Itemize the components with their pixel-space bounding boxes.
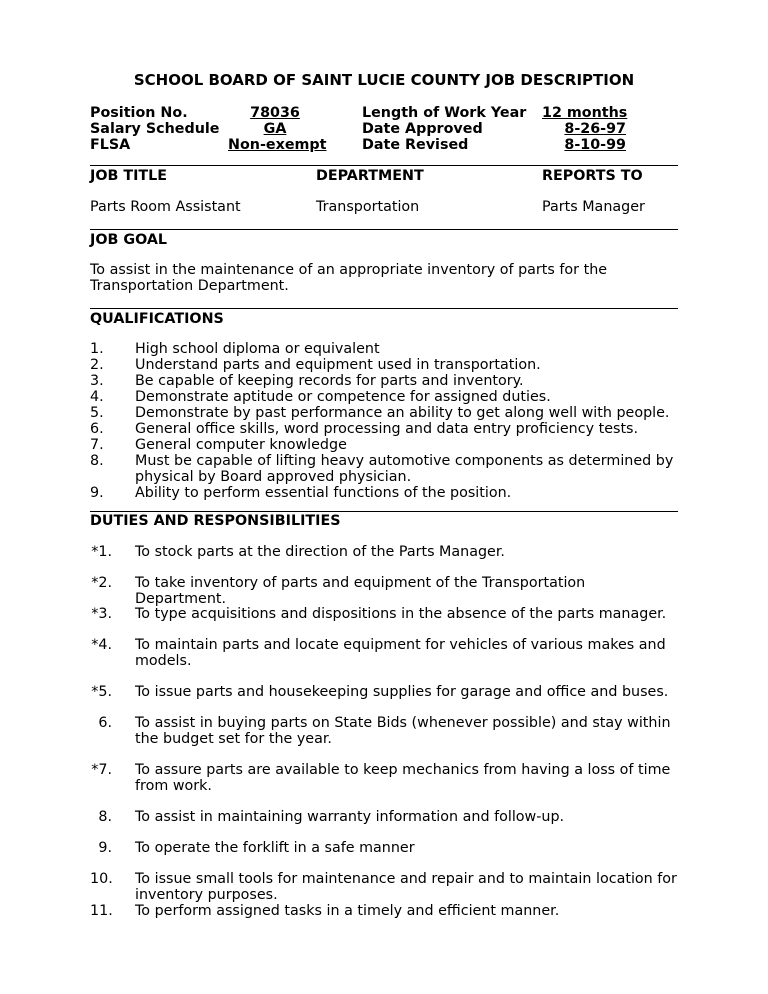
divider <box>90 165 678 166</box>
salary-schedule-label: Salary Schedule <box>90 121 220 137</box>
divider <box>90 511 678 512</box>
item-number: *4. <box>91 637 112 653</box>
list-item <box>90 405 678 421</box>
date-revised-value: 8-10-99 <box>564 137 626 153</box>
item-number: 8. <box>98 809 112 825</box>
item-number: *7. <box>91 762 112 778</box>
item-text: To operate the forklift in a safe manner <box>135 840 415 856</box>
item-number: 7. <box>90 437 104 453</box>
item-number: 11. <box>90 903 113 919</box>
list-item <box>90 373 678 389</box>
list-item <box>90 544 678 560</box>
list-item <box>90 840 678 856</box>
job-description-page <box>90 0 678 994</box>
item-number: 6. <box>98 715 112 731</box>
department-heading: DEPARTMENT <box>316 168 424 184</box>
flsa-label: FLSA <box>90 137 131 153</box>
item-text: To assist in maintaining warranty information and follow-up. <box>135 809 565 825</box>
item-number: *1. <box>91 544 112 560</box>
item-text: Demonstrate aptitude or competence for assigned duties. <box>135 389 551 405</box>
length-of-work-year-label: Length of Work Year <box>362 105 527 121</box>
salary-schedule-value: GA <box>263 121 287 137</box>
item-number: 1. <box>90 341 104 357</box>
list-item <box>90 684 678 700</box>
list-item <box>90 871 678 903</box>
item-number: 2. <box>90 357 104 373</box>
item-text: Understand parts and equipment used in transportation. <box>135 357 541 373</box>
item-number: *5. <box>91 684 112 700</box>
list-item <box>90 715 678 747</box>
item-number: *3. <box>91 606 112 622</box>
job-title-heading: JOB TITLE <box>90 168 168 184</box>
item-text: To issue small tools for maintenance and repair and to maintain location for inventory purposes. <box>135 871 677 903</box>
job-title-value: Parts Room Assistant <box>90 199 241 215</box>
item-text: To issue parts and housekeeping supplies for garage and office and buses. <box>135 684 669 700</box>
position-no-label: Position No. <box>90 105 188 121</box>
date-approved-value: 8-26-97 <box>564 121 626 137</box>
item-number: 4. <box>90 389 104 405</box>
reports-to-value: Parts Manager <box>542 199 645 215</box>
duties-heading: DUTIES AND RESPONSIBILITIES <box>90 513 341 529</box>
header-left-values <box>228 105 327 153</box>
header-right-labels <box>362 105 526 153</box>
item-text: To take inventory of parts and equipment of the Transportation Department. <box>135 575 586 607</box>
list-item <box>90 421 678 437</box>
list-item <box>90 762 678 794</box>
item-text: High school diploma or equivalent <box>135 341 380 357</box>
qualifications-list <box>90 341 678 501</box>
item-text: To maintain parts and locate equipment for vehicles of various makes and models. <box>135 637 666 669</box>
job-goal-text: To assist in the maintenance of an appropriate inventory of parts for the Transportation Department. <box>90 262 608 294</box>
item-number: 10. <box>90 871 113 887</box>
job-goal-heading: JOB GOAL <box>90 232 168 248</box>
item-text: To perform assigned tasks in a timely and efficient manner. <box>135 903 560 919</box>
header-left-labels <box>90 105 220 153</box>
list-item <box>90 637 678 669</box>
item-text: General computer knowledge <box>135 437 347 453</box>
list-item <box>90 903 678 919</box>
header-right-values <box>542 105 626 153</box>
item-number: 6. <box>90 421 104 437</box>
department-value: Transportation <box>316 199 420 215</box>
list-item <box>90 437 678 453</box>
divider <box>90 229 678 230</box>
item-number: 8. <box>90 453 104 469</box>
reports-to-heading: REPORTS TO <box>542 168 643 184</box>
item-number: 5. <box>90 405 104 421</box>
list-item <box>90 485 678 501</box>
list-item <box>90 357 678 373</box>
item-number: *2. <box>91 575 112 591</box>
item-number: 3. <box>90 373 104 389</box>
list-item <box>90 453 678 485</box>
item-text: Must be capable of lifting heavy automotive components as determined by physical by Board approved physician. <box>135 453 674 485</box>
item-number: 9. <box>98 840 112 856</box>
date-approved-label: Date Approved <box>362 121 483 137</box>
item-text: Demonstrate by past performance an ability to get along well with people. <box>135 405 670 421</box>
date-revised-label: Date Revised <box>362 137 469 153</box>
list-item <box>90 809 678 825</box>
list-item <box>90 341 678 357</box>
item-number: 9. <box>90 485 104 501</box>
item-text: Be capable of keeping records for parts and inventory. <box>135 373 524 389</box>
divider <box>90 308 678 309</box>
item-text: To type acquisitions and dispositions in the absence of the parts manager. <box>135 606 667 622</box>
item-text: To assist in buying parts on State Bids (whenever possible) and stay within the budget set for the year. <box>135 715 671 747</box>
item-text: To stock parts at the direction of the Parts Manager. <box>135 544 505 560</box>
item-text: To assure parts are available to keep mechanics from having a loss of time from work. <box>135 762 671 794</box>
list-item <box>90 575 678 607</box>
list-item <box>90 606 678 622</box>
length-of-work-year-value: 12 months <box>542 105 628 121</box>
qualifications-heading: QUALIFICATIONS <box>90 311 224 327</box>
item-text: General office skills, word processing and data entry proficiency tests. <box>135 421 639 437</box>
item-text: Ability to perform essential functions of the position. <box>135 485 512 501</box>
list-item <box>90 389 678 405</box>
position-no-value: 78036 <box>250 105 300 121</box>
document-title: SCHOOL BOARD OF SAINT LUCIE COUNTY JOB DESCRIPTION <box>133 71 635 89</box>
flsa-value: Non-exempt <box>228 137 327 153</box>
